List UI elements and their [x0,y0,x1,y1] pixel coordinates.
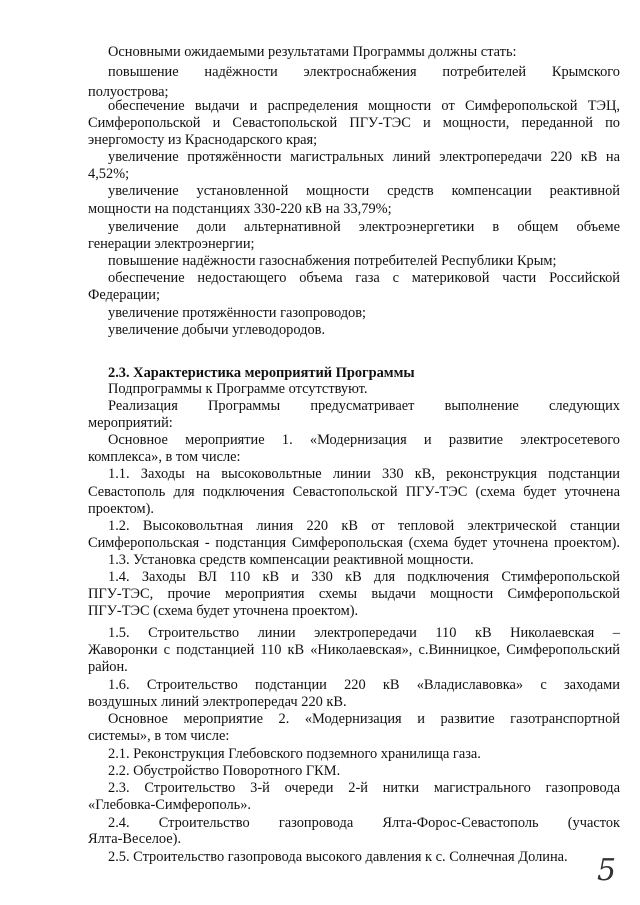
text-line: «Глебовка-Симферополь». [88,797,252,813]
text-line: повышение надёжности электроснабжения потребителей Крымского [108,64,620,80]
text-line: Основное мероприятие 1. «Модернизация и развитие электросетевого [108,432,620,448]
text-line: Ялта-Веселое). [88,831,182,847]
section-heading: 2.3. Характеристика мероприятий Программы [108,365,415,381]
text-line: энергомосту из Краснодарского края; [88,132,318,148]
text-line: 2.2. Обустройство Поворотного ГКМ. [108,763,341,779]
text-line: увеличение протяжённости газопроводов; [108,305,367,321]
text-line: генерации электроэнергии; [88,236,255,252]
text-line: увеличение установленной мощности средств компенсации реактивной [108,183,620,199]
text-line: Симферопольской и Севастопольской ПГУ-ТЭС и мощности, переданной по [88,115,620,131]
text-line: 1.2. Высоковольтная линия 220 кВ от тепловой электрической станции [108,518,620,534]
text-line: мероприятий: [88,415,173,431]
page-number: 5 [597,853,617,888]
text-line: 1.1. Заходы на высоковольтные линии 330 кВ, реконструкция подстанции [108,466,620,482]
text-line: Севастополь для подключения Севастопольской ПГУ-ТЭС (схема будет уточнена [88,484,620,500]
text-line: ПГУ-ТЭС (схема будет уточнена проектом). [88,603,359,619]
text-line: 2.3. Строительство 3-й очереди 2-й нитки магистрального газопровода [108,780,620,796]
text-line: обеспечение недостающего объема газа с материковой части Российской [108,270,620,286]
text-line: Реализация Программы предусматривает выполнение следующих [108,398,620,414]
text-line: Подпрограммы к Программе отсутствуют. [108,381,368,397]
text-line: ПГУ-ТЭС, прочие мероприятия схемы выдачи мощности Симферопольской [88,586,620,602]
text-line: полуострова; [88,84,169,100]
text-line: 2.5. Строительство газопровода высокого давления к с. Солнечная Долина. [108,849,568,865]
text-line: 4,52%; [88,166,130,182]
text-line: увеличение доли альтернативной электроэнергетики в общем объеме [108,219,620,235]
text-line: район. [88,659,128,675]
text-line: Жаворонки с подстанцией 110 кВ «Николаевская», с.Винницкое, Симферопольский [88,642,620,658]
text-line: Основное мероприятие 2. «Модернизация и развитие газотранспортной [108,711,620,727]
text-line: системы», в том числе: [88,728,230,744]
text-line: Основными ожидаемыми результатами Программы должны стать: [108,44,517,60]
text-line: обеспечение выдачи и распределения мощности от Симферопольской ТЭЦ, [108,98,620,114]
text-line: увеличение протяжённости магистральных линий электропередачи 220 кВ на [108,149,620,165]
text-line: 1.4. Заходы ВЛ 110 кВ и 330 кВ для подключения Стимферопольской [108,569,620,585]
text-line: 1.5. Строительство линии электропередачи 110 кВ Николаевская – [108,625,620,641]
text-line: 1.3. Установка средств компенсации реактивной мощности. [108,552,474,568]
text-line: 2.4. Строительство газопровода Ялта-Форос-Севастополь (участок [108,815,620,831]
text-line: Федерации; [88,287,160,303]
text-line: воздушных линий электропередач 220 кВ. [88,694,347,710]
text-line: комплекса», в том числе: [88,449,241,465]
text-line: мощности на подстанциях 330-220 кВ на 33,79%; [88,201,392,217]
text-line: 2.1. Реконструкция Глебовского подземного хранилища газа. [108,746,481,762]
text-line: Симферопольская - подстанция Симферопольская (схема будет уточнена проектом). [88,535,620,551]
text-line: повышение надёжности газоснабжения потребителей Республики Крым; [108,253,557,269]
text-line: 1.6. Строительство подстанции 220 кВ «Владиславовка» с заходами [108,677,620,693]
text-line: проектом). [88,501,154,517]
text-line: увеличение добычи углеводородов. [108,322,326,338]
